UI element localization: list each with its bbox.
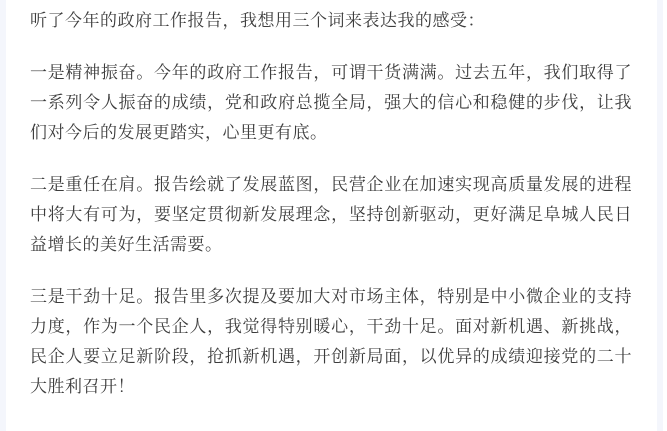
article-body: [30, 0, 632, 424]
right-edge-stripe: [657, 0, 663, 431]
intro-paragraph: 听了今年的政府工作报告，我想用三个词来表达我的感受：: [30, 11, 485, 30]
paragraph-point-three: 三是干劲十足。报告里多次提及要加大对市场主体，特别是中小微企业的支持力度，作为一个民企人，我觉得特别暖心，干劲十足。面对新机遇、新挑战，民企人要立足新阶段，抢抓新机遇，开创新局面，以优异的成绩迎接党的二十大胜利召开！: [30, 287, 632, 396]
paragraph-point-two: 二是重任在肩。报告绘就了发展蓝图，民营企业在加速实现高质量发展的进程中将大有可为，要坚定贯彻新发展理念，坚持创新驱动，更好满足阜城人民日益增长的美好生活需要。: [30, 175, 632, 254]
left-edge-stripe: [0, 0, 6, 431]
paragraph-point-one: 一是精神振奋。今年的政府工作报告，可谓干货满满。过去五年，我们取得了一系列令人振奋的成绩，党和政府总揽全局，强大的信心和稳健的步伐，让我们对今后的发展更踏实，心里更有底。: [30, 63, 632, 142]
